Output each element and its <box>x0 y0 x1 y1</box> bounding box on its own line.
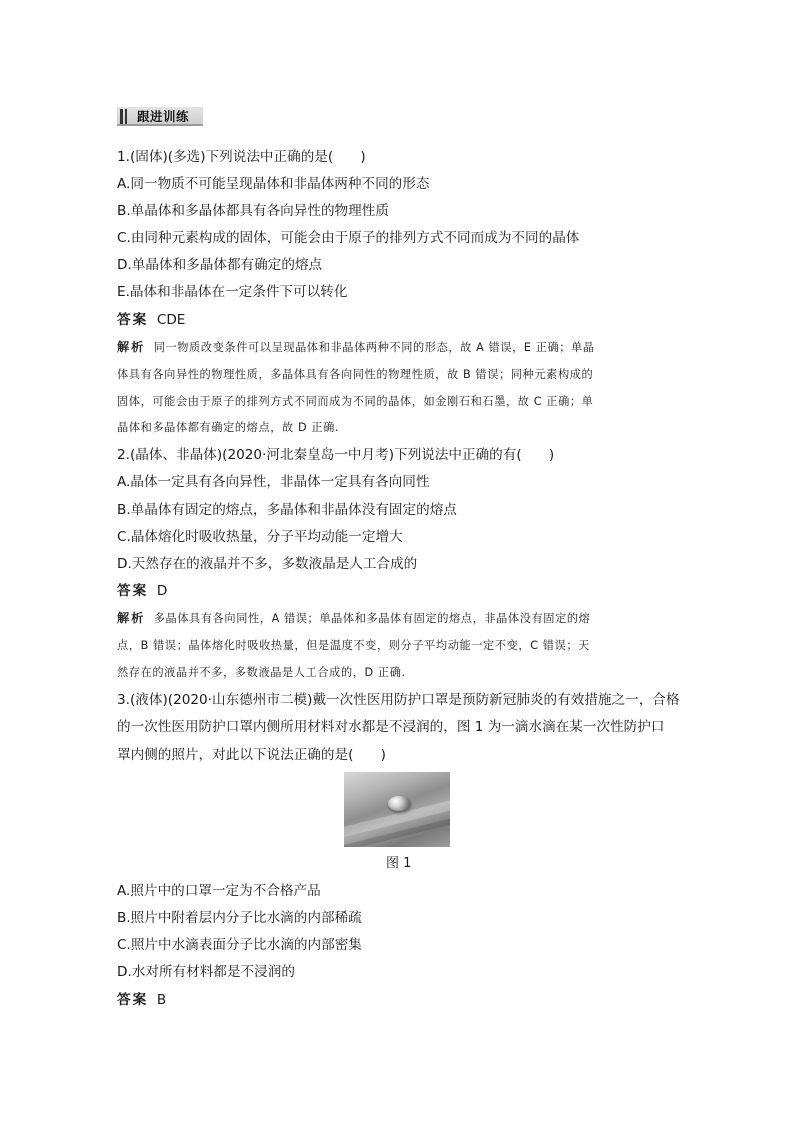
q1-answer <box>117 311 185 329</box>
explanation-label: 解析 <box>117 340 146 354</box>
section-title: 跟进训练 <box>137 109 190 124</box>
section-header <box>117 107 203 126</box>
q1-option-e: E.晶体和非晶体在一定条件下可以转化 <box>117 284 348 300</box>
q1-explanation-line-2: 体具有各向异性的物理性质，多晶体具有各向同性的物理性质，故 B 错误；同种元素构成的 <box>117 368 594 381</box>
explanation-text: 同一物质改变条件可以呈现晶体和非晶体两种不同的形态，故 A 错误，E 正确；单晶 <box>153 341 595 354</box>
q1-explanation-line-4: 晶体和多晶体都有确定的熔点，故 D 正确. <box>117 421 340 434</box>
q3-option-b: B.照片中附着层内分子比水滴的内部稀疏 <box>117 910 362 926</box>
q2-explanation-line-1 <box>117 611 590 626</box>
q1-option-c: C.由同种元素构成的固体，可能会由于原子的排列方式不同而成为不同的晶体 <box>117 230 580 246</box>
q2-explanation-line-3: 然存在的液晶并不多，多数液晶是人工合成的，D 正确. <box>117 666 406 679</box>
q3-stem-line-2: 的一次性医用防护口罩内侧所用材料对水都是不浸润的，图 1 为一滴水滴在某一次性防护口 <box>117 719 665 735</box>
q2-option-b: B.单晶体有固定的熔点，多晶体和非晶体没有固定的熔点 <box>117 502 457 518</box>
q2-option-c: C.晶体熔化时吸收热量，分子平均动能一定增大 <box>117 529 403 545</box>
header-bar-decoration-2 <box>125 109 127 124</box>
explanation-label: 解析 <box>117 611 146 625</box>
answer-label: 答案 <box>117 312 149 328</box>
answer-label: 答案 <box>117 583 149 599</box>
q1-option-a: A.同一物质不可能呈现晶体和非晶体两种不同的形态 <box>117 176 430 192</box>
q3-stem-line-3: 罩内侧的照片，对此以下说法正确的是( ) <box>117 747 386 763</box>
header-bar-decoration <box>120 109 123 124</box>
q2-stem: 2.(晶体、非晶体)(2020·河北秦皇岛一中月考)下列说法中正确的有( ) <box>117 447 555 463</box>
q3-stem-line-1: 3.(液体)(2020·山东德州市二模)戴一次性医用防护口罩是预防新冠肺炎的有效措施之一，合格 <box>117 692 680 708</box>
q3-option-a: A.照片中的口罩一定为不合格产品 <box>117 883 321 899</box>
q1-stem: 1.(固体)(多选)下列说法中正确的是( ) <box>117 149 366 165</box>
figure-caption: 图 1 <box>386 856 412 871</box>
answer-value: D <box>156 583 168 599</box>
q2-explanation-line-2: 点，B 错误；晶体熔化时吸收热量，但是温度不变，则分子平均动能一定不变，C 错误；天 <box>117 639 590 652</box>
q3-answer <box>117 991 166 1009</box>
q2-option-d: D.天然存在的液晶并不多，多数液晶是人工合成的 <box>117 556 418 572</box>
water-droplet-photo <box>344 772 450 847</box>
q1-explanation-line-3: 固体，可能会由于原子的排列方式不同而成为不同的晶体，如金刚石和石墨，故 C 正确；单 <box>117 395 594 408</box>
q3-option-c: C.照片中水滴表面分子比水滴的内部密集 <box>117 937 362 953</box>
water-droplet <box>388 796 410 811</box>
answer-value: B <box>156 992 167 1008</box>
explanation-text: 多晶体具有各向同性，A 错误；单晶体和多晶体有固定的熔点，非晶体没有固定的熔 <box>153 612 591 625</box>
q2-option-a: A.晶体一定具有各向异性，非晶体一定具有各向同性 <box>117 474 430 490</box>
q1-option-d: D.单晶体和多晶体都有确定的熔点 <box>117 257 323 273</box>
answer-label: 答案 <box>117 992 149 1008</box>
q2-answer <box>117 582 167 600</box>
q1-explanation-line-1 <box>117 340 595 355</box>
answer-value: CDE <box>156 312 186 328</box>
q1-option-b: B.单晶体和多晶体都具有各向异性的物理性质 <box>117 203 389 219</box>
q3-option-d: D.水对所有材料都是不浸润的 <box>117 964 295 980</box>
